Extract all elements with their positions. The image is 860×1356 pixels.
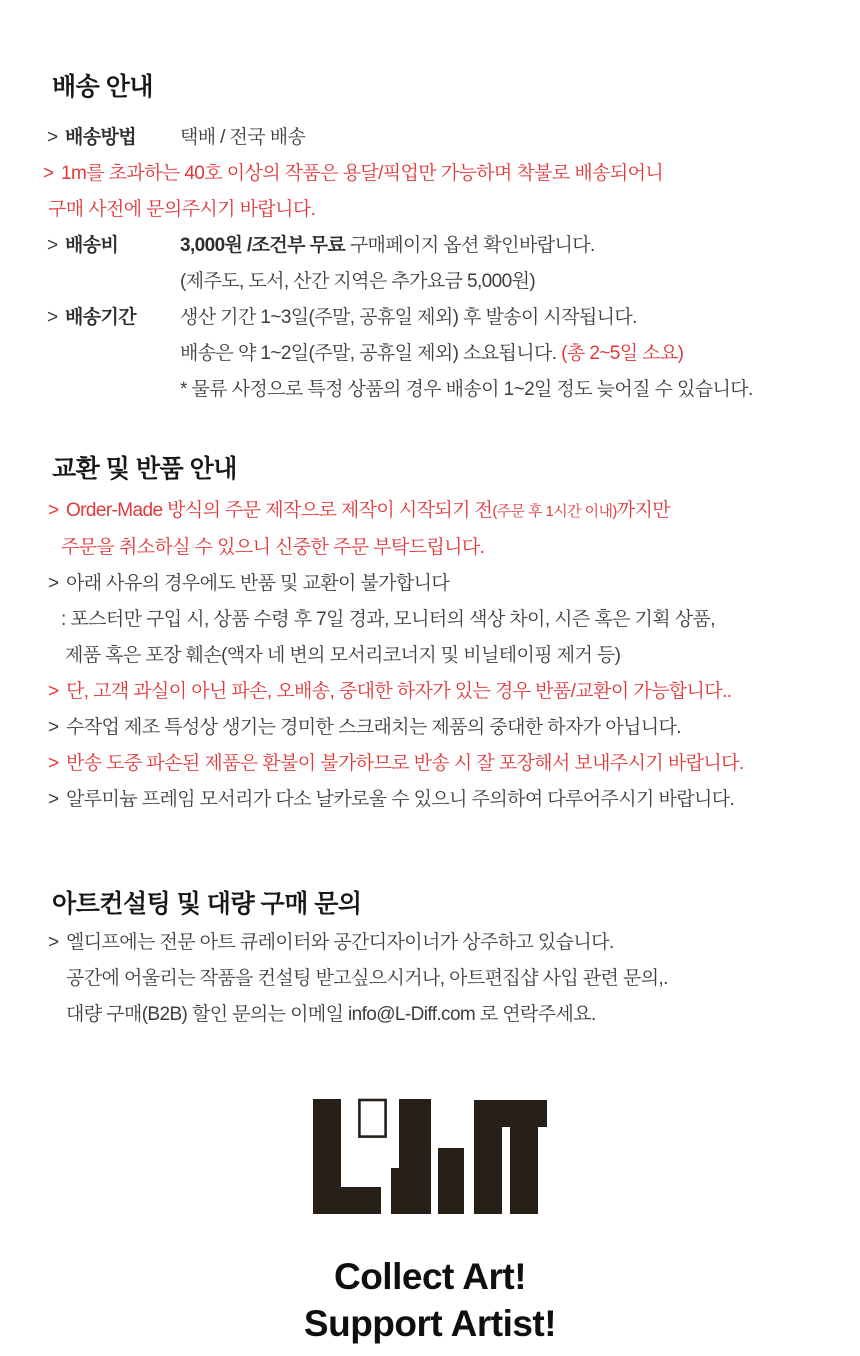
return-damage-line bbox=[0, 746, 860, 782]
consulting-line3: 대량 구매(B2B) 할인 문의는 이메일 info@L-Diff.com 로 연락주세요. bbox=[66, 1004, 596, 1025]
bullet-glyph: > bbox=[48, 573, 59, 594]
frame-caution-line bbox=[0, 782, 860, 818]
cancel-policy-small-note: (주문 후 1시간 이내) bbox=[492, 503, 617, 520]
oversize-warning-text1: 1m를 초과하는 40호 이상의 작품은 용달/픽업만 가능하며 착불로 배송되어니 bbox=[61, 163, 664, 184]
consulting-line1-text: 엘디프에는 전문 아트 큐레이터와 공간디자이너가 상주하고 있습니다. bbox=[66, 932, 614, 953]
frame-caution-text: 알루미늄 프레임 모서리가 다소 날카로울 수 있으니 주의하여 다루어주시기 바랍니다. bbox=[66, 789, 735, 810]
bullet-glyph: > bbox=[48, 932, 59, 953]
shipping-method-value: 택배 / 전국 배송 bbox=[180, 127, 306, 148]
bullet-glyph: > bbox=[47, 127, 58, 148]
cancel-policy-line2: 주문을 취소하실 수 있으니 신중한 주문 부탁드립니다. bbox=[61, 537, 485, 558]
shipping-period-line2-black: 배송은 약 1~2일(주말, 공휴일 제외) 소요됩니다. bbox=[180, 343, 557, 364]
slogan-line2: Support Artist! bbox=[303, 1303, 557, 1344]
consulting-section bbox=[0, 888, 860, 1033]
returns-section bbox=[0, 453, 860, 818]
oversize-warning-line2: 구매 사전에 문의주시기 바랍니다. bbox=[48, 199, 316, 220]
shipping-period-line1: 생산 기간 1~3일(주말, 공휴일 제외) 후 발송이 시작됩니다. bbox=[180, 307, 637, 328]
shipping-period-label: 배송기간 bbox=[65, 307, 137, 328]
l-diff-logo-icon bbox=[313, 1098, 547, 1214]
shipping-period-line3: * 물류 사정으로 특정 상품의 경우 배송이 1~2일 정도 늦어질 수 있습니다. bbox=[180, 379, 753, 400]
consulting-line2: 공간에 어울리는 작품을 컨설팅 받고싶으시거나, 아트편집샵 사입 관련 문의,. bbox=[66, 968, 668, 989]
shipping-method-row bbox=[0, 120, 860, 156]
cancel-policy-tail: 까지만 bbox=[616, 500, 671, 521]
shipping-fee-extra: (제주도, 도서, 산간 지역은 추가요금 5,000원) bbox=[180, 271, 536, 292]
shipping-period-value bbox=[180, 300, 860, 408]
consulting-line1 bbox=[0, 925, 860, 961]
exception-line bbox=[0, 674, 860, 710]
bullet-glyph: > bbox=[43, 163, 54, 184]
shipping-fee-note: 구매페이지 옵션 확인바랍니다. bbox=[349, 235, 595, 256]
bullet-glyph: > bbox=[48, 789, 59, 810]
bullet-glyph: > bbox=[48, 500, 59, 521]
bullet-glyph: > bbox=[48, 753, 59, 774]
bullet-glyph: > bbox=[47, 307, 58, 328]
shipping-rows bbox=[0, 120, 860, 408]
shipping-fee-line1 bbox=[180, 235, 595, 256]
no-return-intro-text: 아래 사유의 경우에도 반품 및 교환이 불가합니다 bbox=[66, 573, 450, 594]
shipping-period-row bbox=[0, 300, 860, 408]
oversize-warning-line1 bbox=[0, 156, 860, 192]
cancel-policy-main: Order-Made 방식의 주문 제작으로 제작이 시작되기 전 bbox=[66, 500, 493, 521]
bullet-glyph: > bbox=[48, 681, 59, 702]
no-return-case2-line: 제품 혹은 포장 훼손(액자 네 변의 모서리코너지 및 비닐테이핑 제거 등) bbox=[65, 645, 621, 666]
cancel-policy-text bbox=[66, 493, 670, 530]
shipping-period-total-red: (총 2~5일 소요) bbox=[561, 343, 684, 364]
consulting-section-title: 아트컨설팅 및 대량 구매 문의 bbox=[52, 890, 362, 918]
slogan-line1: Collect Art! bbox=[333, 1256, 527, 1297]
bullet-glyph: > bbox=[47, 235, 58, 256]
scratch-note-line bbox=[0, 710, 860, 746]
returns-section-title: 교환 및 반품 안내 bbox=[52, 455, 237, 483]
returns-list bbox=[0, 493, 860, 818]
shipping-method-label: 배송방법 bbox=[65, 127, 137, 148]
bullet-glyph: > bbox=[48, 717, 59, 738]
shipping-period-line2 bbox=[180, 336, 860, 372]
brand-footer bbox=[0, 1098, 860, 1219]
cancel-policy-line1 bbox=[0, 493, 860, 530]
no-return-intro-line bbox=[0, 566, 860, 602]
scratch-note-text: 수작업 제조 특성상 생기는 경미한 스크래치는 제품의 중대한 하자가 아닙니다. bbox=[66, 717, 681, 738]
brand-slogan bbox=[0, 1253, 860, 1347]
shipping-fee-amount: 3,000원 /조건부 무료 bbox=[180, 235, 346, 256]
shipping-fee-label: 배송비 bbox=[65, 235, 119, 256]
shipping-section-title: 배송 안내 bbox=[52, 73, 154, 101]
shipping-fee-row bbox=[0, 228, 860, 300]
shipping-fee-value bbox=[180, 228, 860, 300]
no-return-case1-line: : 포스터만 구입 시, 상품 수령 후 7일 경과, 모니터의 색상 차이, 시즌 혹은 기획 상품, bbox=[61, 609, 715, 630]
return-damage-text: 반송 도중 파손된 제품은 환불이 불가하므로 반송 시 잘 포장해서 보내주시기 바랍니다. bbox=[66, 753, 744, 774]
shipping-section bbox=[0, 0, 860, 408]
consulting-list bbox=[0, 925, 860, 1033]
exception-text: 단, 고객 과실이 아닌 파손, 오배송, 중대한 하자가 있는 경우 반품/교환이 가능합니다.. bbox=[66, 681, 732, 702]
